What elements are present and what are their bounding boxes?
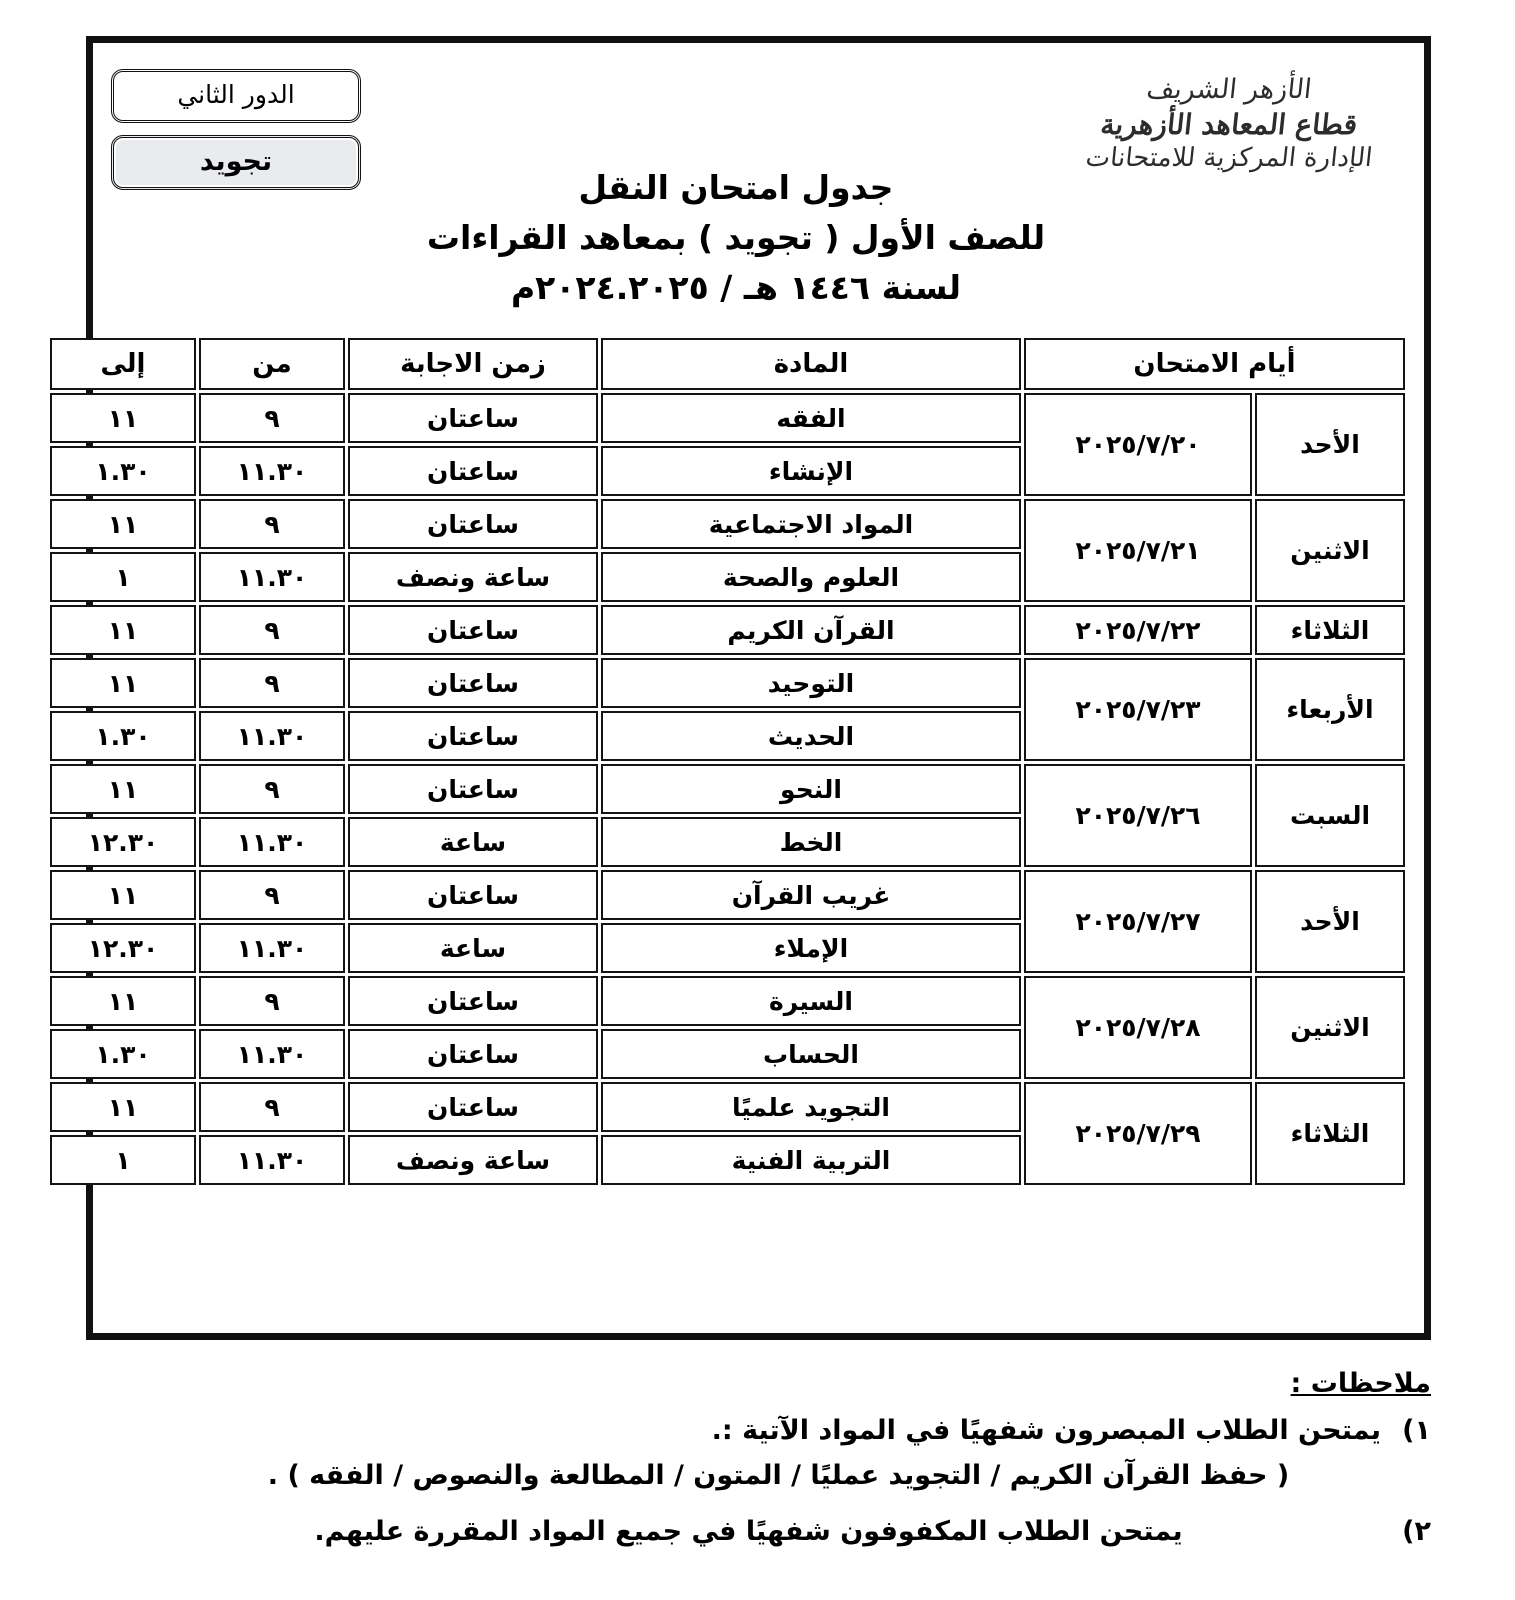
- cell-to: ١.٣٠: [50, 446, 196, 496]
- table-row: [50, 764, 1405, 814]
- cell-subject: المواد الاجتماعية: [601, 499, 1021, 549]
- cell-subject: القرآن الكريم: [601, 605, 1021, 655]
- cell-subject: الإنشاء: [601, 446, 1021, 496]
- exam-schedule-table: [47, 335, 1408, 1188]
- note-text: يمتحن الطلاب المبصرون شفهيًا في المواد الآتية :.: [711, 1415, 1381, 1446]
- cell-from: ٩: [199, 499, 345, 549]
- cell-subject: الإملاء: [601, 923, 1021, 973]
- cell-duration: ساعة ونصف: [348, 552, 598, 602]
- cell-date: ٢٠٢٥/٧/٢٢: [1024, 605, 1252, 655]
- cell-day: الأحد: [1255, 393, 1405, 496]
- cell-date: ٢٠٢٥/٧/٢٧: [1024, 870, 1252, 973]
- cell-to: ١١: [50, 1082, 196, 1132]
- note-subtext: ( حفظ القرآن الكريم / التجويد عمليًا / المتون / المطالعة والنصوص / الفقه ) .: [267, 1459, 1290, 1491]
- cell-day: الأحد: [1255, 870, 1405, 973]
- cell-to: ١١: [50, 976, 196, 1026]
- title-line-2: للصف الأول ( تجويد ) بمعاهد القراءات: [426, 218, 1046, 258]
- table-header-row: [50, 338, 1405, 390]
- cell-from: ٩: [199, 605, 345, 655]
- cell-duration: ساعتان: [348, 605, 598, 655]
- cell-to: ١: [50, 552, 196, 602]
- cell-subject: غريب القرآن: [601, 870, 1021, 920]
- title-line-1: جدول امتحان النقل: [578, 168, 894, 207]
- exam-round-label: الدور الثاني: [177, 80, 295, 109]
- notes-section: [86, 1368, 1431, 1557]
- table-row: [50, 1082, 1405, 1132]
- cell-to: ١١: [50, 605, 196, 655]
- cell-from: ٩: [199, 658, 345, 708]
- cell-subject: التجويد علميًا: [601, 1082, 1021, 1132]
- header-from: من: [199, 338, 345, 390]
- cell-from: ٩: [199, 1082, 345, 1132]
- table-row: [50, 393, 1405, 443]
- cell-to: ١١: [50, 764, 196, 814]
- notes-title: ملاحظات :: [1290, 1368, 1431, 1399]
- cell-duration: ساعتان: [348, 711, 598, 761]
- cell-duration: ساعتان: [348, 870, 598, 920]
- document-frame: [86, 36, 1431, 1340]
- cell-day: الاثنين: [1255, 976, 1405, 1079]
- note-number: ٢): [1402, 1516, 1431, 1547]
- cell-from: ١١.٣٠: [199, 1029, 345, 1079]
- cell-subject: التوحيد: [601, 658, 1021, 708]
- cell-from: ١١.٣٠: [199, 552, 345, 602]
- title-line-3: لسنة ١٤٤٦ هـ / ٢٠٢٤.٢٠٢٥م: [510, 268, 962, 308]
- table-row: [50, 976, 1405, 1026]
- cell-duration: ساعتان: [348, 1029, 598, 1079]
- cell-subject: العلوم والصحة: [601, 552, 1021, 602]
- cell-date: ٢٠٢٥/٧/٢٣: [1024, 658, 1252, 761]
- cell-to: ١٢.٣٠: [50, 817, 196, 867]
- cell-subject: الخط: [601, 817, 1021, 867]
- cell-duration: ساعتان: [348, 1082, 598, 1132]
- header-badges: [111, 69, 361, 202]
- note-text: يمتحن الطلاب المكفوفون شفهيًا في جميع المواد المقررة عليهم.: [314, 1516, 1183, 1547]
- cell-to: ١١: [50, 499, 196, 549]
- schedule-table-wrap: [87, 335, 1408, 1325]
- note-number: ١): [1402, 1415, 1431, 1446]
- cell-to: ١١: [50, 658, 196, 708]
- logo-line-1: الأزهر الشريف: [1144, 74, 1314, 105]
- table-body: [50, 393, 1405, 1185]
- cell-subject: التربية الفنية: [601, 1135, 1021, 1185]
- track-badge: [111, 135, 361, 191]
- table-row: [50, 605, 1405, 655]
- cell-subject: الحديث: [601, 711, 1021, 761]
- cell-to: ١: [50, 1135, 196, 1185]
- cell-duration: ساعتان: [348, 658, 598, 708]
- cell-date: ٢٠٢٥/٧/٢٦: [1024, 764, 1252, 867]
- cell-duration: ساعتان: [348, 393, 598, 443]
- cell-from: ١١.٣٠: [199, 923, 345, 973]
- cell-to: ١٢.٣٠: [50, 923, 196, 973]
- logo-line-3: الإدارة المركزية للامتحانات: [1084, 143, 1374, 174]
- cell-day: الاثنين: [1255, 499, 1405, 602]
- cell-from: ٩: [199, 976, 345, 1026]
- cell-from: ١١.٣٠: [199, 817, 345, 867]
- cell-to: ١١: [50, 870, 196, 920]
- track-label: تجويد: [199, 145, 273, 177]
- notes-list: [86, 1411, 1431, 1553]
- table-row: [50, 870, 1405, 920]
- cell-subject: الفقه: [601, 393, 1021, 443]
- cell-day: السبت: [1255, 764, 1405, 867]
- cell-duration: ساعتان: [348, 499, 598, 549]
- cell-date: ٢٠٢٥/٧/٢٠: [1024, 393, 1252, 496]
- cell-date: ٢٠٢٥/٧/٢١: [1024, 499, 1252, 602]
- table-row: [50, 499, 1405, 549]
- cell-subject: الحساب: [601, 1029, 1021, 1079]
- cell-to: ١١: [50, 393, 196, 443]
- table-row: [50, 658, 1405, 708]
- cell-date: ٢٠٢٥/٧/٢٨: [1024, 976, 1252, 1079]
- cell-from: ١١.٣٠: [199, 1135, 345, 1185]
- note-item: [86, 1411, 1431, 1452]
- page-title: [383, 163, 1089, 313]
- header-exam-days: أيام الامتحان: [1024, 338, 1405, 390]
- cell-duration: ساعتان: [348, 446, 598, 496]
- cell-day: الثلاثاء: [1255, 605, 1405, 655]
- table-head: [50, 338, 1405, 390]
- cell-from: ٩: [199, 870, 345, 920]
- cell-subject: النحو: [601, 764, 1021, 814]
- cell-date: ٢٠٢٥/٧/٢٩: [1024, 1082, 1252, 1185]
- cell-day: الأربعاء: [1255, 658, 1405, 761]
- note-item: [86, 1512, 1431, 1553]
- cell-duration: ساعتان: [348, 976, 598, 1026]
- cell-subject: السيرة: [601, 976, 1021, 1026]
- cell-duration: ساعة ونصف: [348, 1135, 598, 1185]
- document-header: [93, 43, 1424, 335]
- header-to: إلى: [50, 338, 196, 390]
- header-subject: المادة: [601, 338, 1021, 390]
- cell-from: ١١.٣٠: [199, 446, 345, 496]
- cell-from: ٩: [199, 764, 345, 814]
- cell-day: الثلاثاء: [1255, 1082, 1405, 1185]
- cell-duration: ساعة: [348, 923, 598, 973]
- cell-to: ١.٣٠: [50, 1029, 196, 1079]
- cell-to: ١.٣٠: [50, 711, 196, 761]
- cell-from: ١١.٣٠: [199, 711, 345, 761]
- cell-duration: ساعة: [348, 817, 598, 867]
- cell-from: ٩: [199, 393, 345, 443]
- azhar-logo: [1064, 73, 1394, 175]
- cell-duration: ساعتان: [348, 764, 598, 814]
- exam-round-badge: [111, 69, 361, 123]
- header-duration: زمن الاجابة: [348, 338, 598, 390]
- logo-line-2: قطاع المعاهد الأزهرية: [1099, 108, 1359, 142]
